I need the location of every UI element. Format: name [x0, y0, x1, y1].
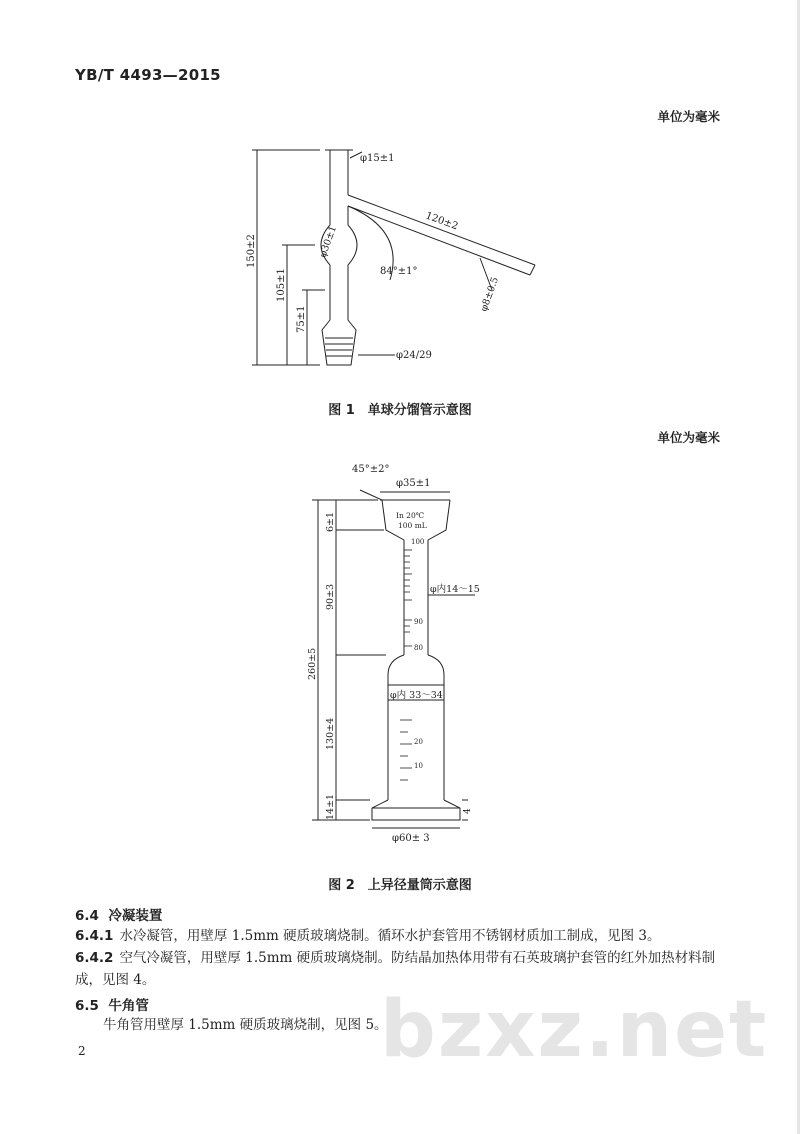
figure-2-diagram: [300, 460, 520, 850]
section-number: 6.5: [75, 998, 99, 1014]
clause-number: 6.4.1: [75, 928, 114, 944]
fig1-tube-length: 120±2: [423, 210, 460, 233]
fig2-scale-90: 90: [414, 618, 423, 626]
fig2-height-14: 14±1: [325, 793, 336, 820]
section-title: 牛角管: [108, 998, 149, 1014]
fig2-scale-10: 10: [414, 762, 423, 770]
unit-note-figure-1: 单位为毫米: [657, 109, 720, 124]
fig1-angle: 84°±1°: [380, 266, 418, 277]
figure-1-caption: 图 1 单球分馏管示意图: [328, 403, 472, 418]
unit-note-figure-2: 单位为毫米: [657, 430, 720, 445]
fig2-base-diameter: φ60± 3: [392, 833, 430, 844]
fig2-inner-diameter-upper: φ内14～15: [430, 584, 480, 595]
figure-1-diagram: [230, 140, 570, 380]
fig1-height-neck: 75±1: [296, 305, 307, 333]
fig2-inner-diameter-lower: φ内 33～34: [390, 690, 443, 701]
clause-number: 6.4.2: [75, 950, 114, 966]
fig2-scale-80: 80: [414, 644, 423, 652]
fig2-top-diameter: φ35±1: [396, 478, 431, 489]
fig2-height-top: 6±1: [325, 511, 336, 532]
clause-text: 水冷凝管，用壁厚 1.5mm 硬质玻璃烧制。循环水护套管用不锈钢材质加工制成，见图 3。: [119, 928, 661, 944]
page-number: 2: [78, 1044, 86, 1058]
paragraph-6-4-1: [75, 925, 725, 947]
fig2-mark-volume: 100 mL: [398, 521, 427, 530]
fig1-tube-diameter: φ8±0.5: [478, 275, 502, 314]
fig1-joint: φ24/29: [396, 350, 432, 361]
standard-code: YB/T 4493—2015: [75, 66, 221, 84]
clause-text: 牛角管用壁厚 1.5mm 硬质玻璃烧制，见图 5。: [103, 1017, 388, 1033]
fig1-ball-diameter: φ30±1: [317, 224, 340, 260]
fig1-height-total: 150±2: [246, 234, 257, 268]
section-heading-6-4: [75, 904, 162, 924]
watermark: bzxz.net: [380, 985, 769, 1075]
fig1-height-ball: 105±1: [276, 268, 287, 302]
fig2-height-130: 130±4: [325, 717, 336, 750]
fig2-scale-100: 100: [411, 538, 425, 546]
fig2-height-total: 260±5: [307, 647, 318, 680]
section-number: 6.4: [75, 908, 99, 924]
fig2-angle: 45°±2°: [352, 464, 390, 475]
fig2-height-90: 90±3: [325, 583, 336, 610]
fig1-top-diameter: φ15±1: [360, 153, 395, 164]
fig2-mark-in: In 20℃: [396, 511, 425, 520]
fig2-scale-20: 20: [414, 738, 423, 746]
fig2-base-height: 4: [463, 808, 473, 814]
clause-text: 空气冷凝管，用壁厚 1.5mm 硬质玻璃烧制。防结晶加热体用带有石英玻璃护套管的红外加热材料制成，见图 4。: [75, 950, 716, 988]
figure-2-caption: 图 2 上异径量筒示意图: [328, 878, 472, 893]
section-title: 冷凝装置: [108, 908, 163, 924]
section-heading-6-5: [75, 994, 149, 1014]
